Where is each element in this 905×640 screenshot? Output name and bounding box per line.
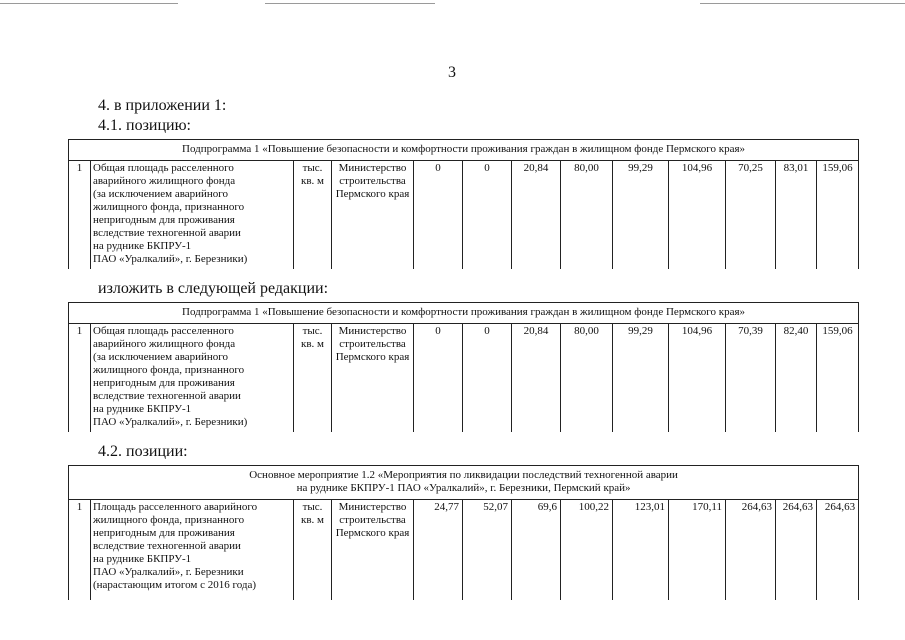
table-new-wording: [68, 302, 859, 432]
responsible-agency: Министерство строительства Пермского края: [332, 161, 414, 269]
table-header: Основное мероприятие 1.2 «Мероприятия по ликвидации последствий техногенной аварии на руднике БКПРУ-1 ПАО «Уралкалий», г. Березники, Пермский край»: [69, 466, 859, 500]
page-number: 3: [448, 64, 456, 81]
table-positions: [68, 465, 859, 600]
value-cell: 100,22: [561, 500, 613, 600]
value-cell: 0: [414, 161, 463, 269]
table-header: Подпрограмма 1 «Повышение безопасности и комфортности проживания граждан в жилищном фонде Пермского края»: [69, 303, 859, 324]
value-cell: 99,29: [613, 161, 669, 269]
value-cell: 20,84: [512, 161, 561, 269]
value-cell: 0: [463, 161, 512, 269]
unit-of-measure: тыс. кв. м: [294, 324, 332, 432]
restatement-instruction: изложить в следующей редакции:: [98, 280, 329, 297]
value-cell: 159,06: [817, 161, 859, 269]
unit-of-measure: тыс. кв. м: [294, 500, 332, 600]
value-cell: 52,07: [463, 500, 512, 600]
value-cell: 104,96: [669, 161, 726, 269]
table-row: [69, 161, 859, 269]
value-cell: 159,06: [817, 324, 859, 432]
row-number: 1: [69, 161, 91, 269]
indicator-name: Общая площадь расселенного аварийного жилищного фонда (за исключением аварийного жилищного фонда, признанного непригодным для проживания вследствие техногенной аварии на руднике БКПРУ-1 ПАО «Уралкалий», г. Березники): [91, 324, 294, 432]
indicator-name: Общая площадь расселенного аварийного жилищного фонда (за исключением аварийного жилищного фонда, признанного непригодным для проживания вследствие техногенной аварии на руднике БКПРУ-1 ПАО «Уралкалий», г. Березники): [91, 161, 294, 269]
value-cell: 264,63: [776, 500, 817, 600]
value-cell: 264,63: [817, 500, 859, 600]
value-cell: 170,11: [669, 500, 726, 600]
top-border-line: [265, 3, 435, 4]
value-cell: 0: [463, 324, 512, 432]
responsible-agency: Министерство строительства Пермского края: [332, 500, 414, 600]
responsible-agency: Министерство строительства Пермского края: [332, 324, 414, 432]
row-number: 1: [69, 500, 91, 600]
top-border-line: [0, 3, 178, 4]
table-header: Подпрограмма 1 «Повышение безопасности и комфортности проживания граждан в жилищном фонде Пермского края»: [69, 140, 859, 161]
unit-of-measure: тыс. кв. м: [294, 161, 332, 269]
value-cell: 82,40: [776, 324, 817, 432]
value-cell: 20,84: [512, 324, 561, 432]
table-row: [69, 500, 859, 600]
row-number: 1: [69, 324, 91, 432]
value-cell: 70,25: [726, 161, 776, 269]
value-cell: 123,01: [613, 500, 669, 600]
table-current-position: [68, 139, 859, 269]
top-border-line: [700, 3, 905, 4]
value-cell: 264,63: [726, 500, 776, 600]
indicator-name: Площадь расселенного аварийного жилищного фонда, признанного непригодным для проживания вследствие техногенной аварии на руднике БКПРУ-1 ПАО «Уралкалий», г. Березники (нарастающим итогом с 2016 года): [91, 500, 294, 600]
value-cell: 80,00: [561, 324, 613, 432]
value-cell: 0: [414, 324, 463, 432]
subsection-4-2-heading: 4.2. позиции:: [98, 443, 188, 460]
value-cell: 83,01: [776, 161, 817, 269]
value-cell: 104,96: [669, 324, 726, 432]
value-cell: 24,77: [414, 500, 463, 600]
section-heading: 4. в приложении 1:: [98, 97, 227, 114]
value-cell: 99,29: [613, 324, 669, 432]
value-cell: 80,00: [561, 161, 613, 269]
value-cell: 69,6: [512, 500, 561, 600]
table-row: [69, 324, 859, 432]
value-cell: 70,39: [726, 324, 776, 432]
subsection-4-1-heading: 4.1. позицию:: [98, 117, 191, 134]
